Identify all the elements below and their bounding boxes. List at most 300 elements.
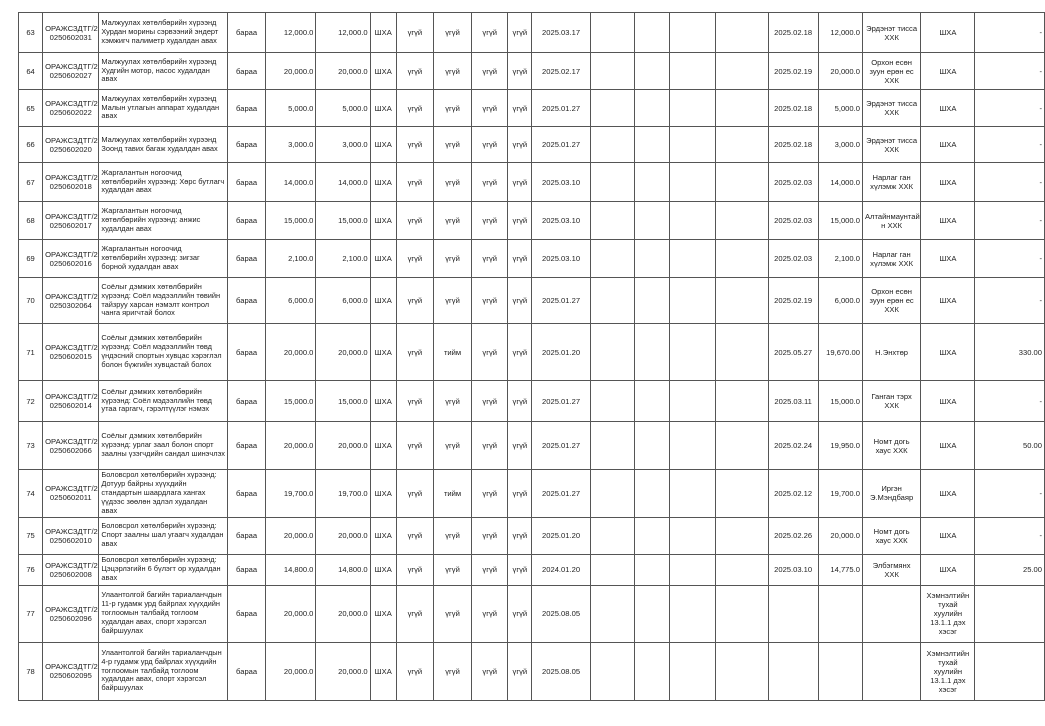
flag2-cell: үгүй: [433, 90, 471, 127]
difference-cell: -: [975, 53, 1045, 90]
description-cell: Улаантолгой багийн тариаланчдын 11-р гудамж урд байрлах хүүхдийн тоглоомын талбайд тоглоом худалдан авах, спорт хэрэгсэл байршуулах: [99, 585, 228, 642]
empty-cell: [670, 422, 716, 470]
empty-cell: [634, 163, 669, 202]
description-cell: Малжуулах хөтөлбөрийн хүрээнд Хурдан морины сэрвээний эндерт хэмжигч палиметр худалдан авах: [99, 13, 228, 53]
method2-cell: ШХА: [921, 240, 975, 278]
amount-cell: 19,700.0: [266, 470, 316, 518]
empty-cell: [590, 127, 634, 163]
type-cell: бараа: [228, 422, 266, 470]
supplier-cell: Нарлаг ган хүлэмж ХХК: [862, 163, 920, 202]
contract-date-cell: [768, 642, 818, 700]
flag3-cell: үгүй: [472, 517, 508, 554]
type-cell: бараа: [228, 324, 266, 381]
table-row: [19, 278, 1045, 324]
type-cell: бараа: [228, 278, 266, 324]
announce-date-cell: 2025.01.27: [532, 127, 590, 163]
plan-amount-cell: 6,000.0: [316, 278, 370, 324]
flag1-cell: үгүй: [396, 642, 433, 700]
flag3-cell: үгүй: [472, 278, 508, 324]
flag4-cell: үгүй: [508, 517, 532, 554]
amount-cell: 15,000.0: [266, 381, 316, 422]
table-row: [19, 642, 1045, 700]
table-row: [19, 202, 1045, 240]
announce-date-cell: 2025.01.27: [532, 278, 590, 324]
flag1-cell: үгүй: [396, 90, 433, 127]
flag3-cell: үгүй: [472, 240, 508, 278]
flag1-cell: үгүй: [396, 381, 433, 422]
method2-cell: ШХА: [921, 278, 975, 324]
difference-cell: -: [975, 381, 1045, 422]
empty-cell: [716, 240, 768, 278]
supplier-cell: Орхон есөн зуун ерөн ес ХХК: [862, 278, 920, 324]
contract-date-cell: 2025.02.24: [768, 422, 818, 470]
contract-amount-cell: [818, 585, 862, 642]
description-cell: Улаантолгой багийн тариаланчдын 4-р гудамж урд байрлах хүүхдийн тоглоомын талбайд тоглоом худалдан авах, спорт хэрэгсэл байршуулах: [99, 642, 228, 700]
row-number-cell: 69: [19, 240, 43, 278]
empty-cell: [634, 554, 669, 585]
empty-cell: [716, 90, 768, 127]
method-cell: ШХА: [370, 554, 396, 585]
empty-cell: [716, 470, 768, 518]
contract-amount-cell: 14,000.0: [818, 163, 862, 202]
supplier-cell: [862, 585, 920, 642]
plan-amount-cell: 5,000.0: [316, 90, 370, 127]
description-cell: Соёлыг дэмжих хөтөлбөрийн хүрээнд: Соёл мэдээллийн төвийн тайзруу харсан нэмэлт контрол чанга яригчтай болох: [99, 278, 228, 324]
contract-amount-cell: 12,000.0: [818, 13, 862, 53]
method2-cell: ШХА: [921, 324, 975, 381]
announce-date-cell: 2025.03.17: [532, 13, 590, 53]
amount-cell: 14,800.0: [266, 554, 316, 585]
empty-cell: [590, 202, 634, 240]
empty-cell: [716, 13, 768, 53]
plan-amount-cell: 20,000.0: [316, 517, 370, 554]
method-cell: ШХА: [370, 13, 396, 53]
empty-cell: [670, 202, 716, 240]
announce-date-cell: 2025.08.05: [532, 585, 590, 642]
plan-amount-cell: 20,000.0: [316, 324, 370, 381]
empty-cell: [670, 324, 716, 381]
method2-cell: ШХА: [921, 554, 975, 585]
type-cell: бараа: [228, 127, 266, 163]
empty-cell: [716, 163, 768, 202]
flag3-cell: үгүй: [472, 127, 508, 163]
method-cell: ШХА: [370, 53, 396, 90]
description-cell: Жаргалантын ногоочид хөтөлбөрийн хүрээнд: зигзаг борной худалдан авах: [99, 240, 228, 278]
type-cell: бараа: [228, 642, 266, 700]
flag1-cell: үгүй: [396, 127, 433, 163]
empty-cell: [670, 163, 716, 202]
amount-cell: 20,000.0: [266, 642, 316, 700]
announce-date-cell: 2025.01.20: [532, 324, 590, 381]
method2-cell: ШХА: [921, 517, 975, 554]
empty-cell: [670, 53, 716, 90]
flag2-cell: үгүй: [433, 163, 471, 202]
contract-date-cell: 2025.02.03: [768, 202, 818, 240]
difference-cell: -: [975, 470, 1045, 518]
empty-cell: [590, 381, 634, 422]
contract-date-cell: [768, 585, 818, 642]
method-cell: ШХА: [370, 90, 396, 127]
amount-cell: 5,000.0: [266, 90, 316, 127]
empty-cell: [590, 585, 634, 642]
method2-cell: Хэмнэлтийн тухай хуулийн 13.1.1 дэх хэсэг: [921, 585, 975, 642]
empty-cell: [670, 381, 716, 422]
announce-date-cell: 2025.01.27: [532, 422, 590, 470]
empty-cell: [590, 470, 634, 518]
contract-amount-cell: 19,950.0: [818, 422, 862, 470]
plan-amount-cell: 3,000.0: [316, 127, 370, 163]
description-cell: Малжуулах хөтөлбөрийн хүрээнд Зоонд тавих багаж худалдан авах: [99, 127, 228, 163]
contract-date-cell: 2025.03.11: [768, 381, 818, 422]
flag2-cell: үгүй: [433, 202, 471, 240]
supplier-cell: Элбэгмянх ХХК: [862, 554, 920, 585]
amount-cell: 3,000.0: [266, 127, 316, 163]
flag2-cell: үгүй: [433, 53, 471, 90]
difference-cell: 25.00: [975, 554, 1045, 585]
description-cell: Боловсрол хөтөлбөрийн хүрээнд: Цэцэрлэгийн 6 бүлэгт ор худалдан авах: [99, 554, 228, 585]
contract-date-cell: 2025.02.03: [768, 240, 818, 278]
plan-amount-cell: 2,100.0: [316, 240, 370, 278]
flag3-cell: үгүй: [472, 642, 508, 700]
row-number-cell: 75: [19, 517, 43, 554]
row-number-cell: 76: [19, 554, 43, 585]
code-cell: ОРАЖСЗДТГ/2 0250602011: [43, 470, 99, 518]
contract-amount-cell: 20,000.0: [818, 53, 862, 90]
contract-date-cell: 2025.02.26: [768, 517, 818, 554]
empty-cell: [634, 517, 669, 554]
type-cell: бараа: [228, 554, 266, 585]
code-cell: ОРАЖСЗДТГ/2 0250602066: [43, 422, 99, 470]
contract-amount-cell: 19,670.00: [818, 324, 862, 381]
flag3-cell: үгүй: [472, 13, 508, 53]
flag2-cell: үгүй: [433, 381, 471, 422]
flag2-cell: үгүй: [433, 517, 471, 554]
contract-amount-cell: 15,000.0: [818, 202, 862, 240]
empty-cell: [716, 53, 768, 90]
flag4-cell: үгүй: [508, 381, 532, 422]
description-cell: Соёлыг дэмжих хөтөлбөрийн хүрээнд: Соёл мэдээллийн төвд утаа гаргагч, гэрэлтүүлэг нэмэх: [99, 381, 228, 422]
flag2-cell: үгүй: [433, 642, 471, 700]
contract-date-cell: 2025.02.18: [768, 90, 818, 127]
code-cell: ОРАЖСЗДТГ/2 0250602018: [43, 163, 99, 202]
difference-cell: [975, 585, 1045, 642]
description-cell: Малжуулах хөтөлбөрийн хүрээнд Худгийн мотор, насос худалдан авах: [99, 53, 228, 90]
table-row: [19, 585, 1045, 642]
code-cell: ОРАЖСЗДТГ/2 0250602014: [43, 381, 99, 422]
contract-amount-cell: 19,700.0: [818, 470, 862, 518]
contract-date-cell: 2025.02.19: [768, 278, 818, 324]
type-cell: бараа: [228, 517, 266, 554]
supplier-cell: Эрдэнэт тисса ХХК: [862, 90, 920, 127]
table-row: [19, 53, 1045, 90]
flag3-cell: үгүй: [472, 53, 508, 90]
amount-cell: 20,000.0: [266, 517, 316, 554]
row-number-cell: 73: [19, 422, 43, 470]
method-cell: ШХА: [370, 202, 396, 240]
row-number-cell: 63: [19, 13, 43, 53]
flag4-cell: үгүй: [508, 163, 532, 202]
flag1-cell: үгүй: [396, 163, 433, 202]
method-cell: ШХА: [370, 163, 396, 202]
amount-cell: 6,000.0: [266, 278, 316, 324]
supplier-cell: Иргэн Э.Мэндбаяр: [862, 470, 920, 518]
plan-amount-cell: 15,000.0: [316, 381, 370, 422]
method2-cell: ШХА: [921, 53, 975, 90]
empty-cell: [634, 470, 669, 518]
announce-date-cell: 2025.01.20: [532, 517, 590, 554]
flag2-cell: үгүй: [433, 278, 471, 324]
row-number-cell: 64: [19, 53, 43, 90]
empty-cell: [634, 127, 669, 163]
plan-amount-cell: 20,000.0: [316, 422, 370, 470]
contract-amount-cell: 15,000.0: [818, 381, 862, 422]
method-cell: ШХА: [370, 324, 396, 381]
difference-cell: -: [975, 202, 1045, 240]
flag1-cell: үгүй: [396, 517, 433, 554]
empty-cell: [716, 422, 768, 470]
empty-cell: [670, 554, 716, 585]
difference-cell: 330.00: [975, 324, 1045, 381]
flag3-cell: үгүй: [472, 90, 508, 127]
empty-cell: [670, 470, 716, 518]
table-row: [19, 163, 1045, 202]
flag2-cell: үгүй: [433, 422, 471, 470]
flag2-cell: тийм: [433, 324, 471, 381]
description-cell: Соёлыг дэмжих хөтөлбөрийн хүрээнд: Соёл мэдээллийн төвд үндэсний спортын хувцас хэрэглэл болон бүжгийн хувцастай болох: [99, 324, 228, 381]
empty-cell: [634, 53, 669, 90]
empty-cell: [716, 278, 768, 324]
flag1-cell: үгүй: [396, 53, 433, 90]
empty-cell: [590, 554, 634, 585]
empty-cell: [670, 517, 716, 554]
table-row: [19, 381, 1045, 422]
method2-cell: ШХА: [921, 202, 975, 240]
flag4-cell: үгүй: [508, 127, 532, 163]
contract-amount-cell: 6,000.0: [818, 278, 862, 324]
flag4-cell: үгүй: [508, 202, 532, 240]
flag1-cell: үгүй: [396, 554, 433, 585]
empty-cell: [670, 13, 716, 53]
code-cell: ОРАЖСЗДТГ/2 0250602017: [43, 202, 99, 240]
supplier-cell: Нарлаг ган хүлэмж ХХК: [862, 240, 920, 278]
row-number-cell: 77: [19, 585, 43, 642]
table-row: [19, 127, 1045, 163]
flag3-cell: үгүй: [472, 163, 508, 202]
empty-cell: [634, 324, 669, 381]
method-cell: ШХА: [370, 585, 396, 642]
method2-cell: ШХА: [921, 470, 975, 518]
empty-cell: [634, 642, 669, 700]
flag4-cell: үгүй: [508, 324, 532, 381]
amount-cell: 12,000.0: [266, 13, 316, 53]
method2-cell: Хэмнэлтийн тухай хуулийн 13.1.1 дэх хэсэг: [921, 642, 975, 700]
flag1-cell: үгүй: [396, 202, 433, 240]
type-cell: бараа: [228, 585, 266, 642]
amount-cell: 20,000.0: [266, 53, 316, 90]
flag3-cell: үгүй: [472, 202, 508, 240]
announce-date-cell: 2025.03.10: [532, 202, 590, 240]
code-cell: ОРАЖСЗДТГ/2 0250602015: [43, 324, 99, 381]
type-cell: бараа: [228, 202, 266, 240]
empty-cell: [634, 13, 669, 53]
announce-date-cell: 2025.01.27: [532, 381, 590, 422]
contract-date-cell: 2025.02.03: [768, 163, 818, 202]
supplier-cell: Алтайнмаунтай н ХХК: [862, 202, 920, 240]
contract-date-cell: 2025.02.12: [768, 470, 818, 518]
empty-cell: [590, 642, 634, 700]
announce-date-cell: 2025.03.10: [532, 240, 590, 278]
flag3-cell: үгүй: [472, 585, 508, 642]
plan-amount-cell: 20,000.0: [316, 642, 370, 700]
difference-cell: -: [975, 163, 1045, 202]
flag2-cell: үгүй: [433, 240, 471, 278]
row-number-cell: 68: [19, 202, 43, 240]
empty-cell: [716, 642, 768, 700]
flag2-cell: үгүй: [433, 585, 471, 642]
flag2-cell: үгүй: [433, 127, 471, 163]
announce-date-cell: 2025.01.27: [532, 470, 590, 518]
contract-amount-cell: 20,000.0: [818, 517, 862, 554]
empty-cell: [590, 90, 634, 127]
empty-cell: [670, 240, 716, 278]
empty-cell: [716, 554, 768, 585]
method-cell: ШХА: [370, 278, 396, 324]
difference-cell: -: [975, 240, 1045, 278]
row-number-cell: 67: [19, 163, 43, 202]
flag2-cell: тийм: [433, 470, 471, 518]
description-cell: Боловсрол хөтөлбөрийн хүрээнд: Дотуур байрны хүүхдийн стандартын шаардлага хангах үүдээс зөөлөн эдлэл худалдан авах: [99, 470, 228, 518]
empty-cell: [590, 422, 634, 470]
row-number-cell: 71: [19, 324, 43, 381]
description-cell: Боловсрол хөтөлбөрийн хүрээнд: Спорт заалны шал угаагч худалдан авах: [99, 517, 228, 554]
row-number-cell: 78: [19, 642, 43, 700]
method-cell: ШХА: [370, 240, 396, 278]
contract-amount-cell: 5,000.0: [818, 90, 862, 127]
description-cell: Жаргалантын ногоочид хөтөлбөрийн хүрээнд: анжис худалдан авах: [99, 202, 228, 240]
empty-cell: [670, 585, 716, 642]
flag4-cell: үгүй: [508, 422, 532, 470]
contract-amount-cell: 14,775.0: [818, 554, 862, 585]
table-row: [19, 554, 1045, 585]
announce-date-cell: 2025.08.05: [532, 642, 590, 700]
difference-cell: -: [975, 90, 1045, 127]
contract-amount-cell: 2,100.0: [818, 240, 862, 278]
empty-cell: [670, 127, 716, 163]
flag3-cell: үгүй: [472, 470, 508, 518]
table-row: [19, 90, 1045, 127]
empty-cell: [590, 13, 634, 53]
table-row: [19, 324, 1045, 381]
flag1-cell: үгүй: [396, 278, 433, 324]
method2-cell: ШХА: [921, 127, 975, 163]
plan-amount-cell: 14,000.0: [316, 163, 370, 202]
method2-cell: ШХА: [921, 381, 975, 422]
announce-date-cell: 2025.01.27: [532, 90, 590, 127]
supplier-cell: Эрдэнэт тисса ХХК: [862, 127, 920, 163]
method-cell: ШХА: [370, 381, 396, 422]
code-cell: ОРАЖСЗДТГ/2 0250602031: [43, 13, 99, 53]
announce-date-cell: 2024.01.20: [532, 554, 590, 585]
contract-date-cell: 2025.03.10: [768, 554, 818, 585]
description-cell: Малжуулах хөтөлбөрийн хүрээнд Малын утлагын аппарат худалдан авах: [99, 90, 228, 127]
method2-cell: ШХА: [921, 422, 975, 470]
empty-cell: [670, 278, 716, 324]
empty-cell: [634, 202, 669, 240]
table-row: [19, 13, 1045, 53]
row-number-cell: 65: [19, 90, 43, 127]
row-number-cell: 70: [19, 278, 43, 324]
empty-cell: [590, 163, 634, 202]
flag3-cell: үгүй: [472, 324, 508, 381]
method-cell: ШХА: [370, 127, 396, 163]
code-cell: ОРАЖСЗДТГ/2 0250602095: [43, 642, 99, 700]
supplier-cell: Номт догь хаус ХХК: [862, 422, 920, 470]
code-cell: ОРАЖСЗДТГ/2 0250602020: [43, 127, 99, 163]
empty-cell: [590, 278, 634, 324]
type-cell: бараа: [228, 240, 266, 278]
difference-cell: -: [975, 278, 1045, 324]
difference-cell: [975, 642, 1045, 700]
difference-cell: -: [975, 13, 1045, 53]
empty-cell: [634, 90, 669, 127]
type-cell: бараа: [228, 470, 266, 518]
table-row: [19, 240, 1045, 278]
contract-amount-cell: 3,000.0: [818, 127, 862, 163]
method2-cell: ШХА: [921, 163, 975, 202]
code-cell: ОРАЖСЗДТГ/2 0250602010: [43, 517, 99, 554]
row-number-cell: 72: [19, 381, 43, 422]
contract-date-cell: 2025.05.27: [768, 324, 818, 381]
empty-cell: [634, 585, 669, 642]
plan-amount-cell: 12,000.0: [316, 13, 370, 53]
amount-cell: 20,000.0: [266, 324, 316, 381]
plan-amount-cell: 15,000.0: [316, 202, 370, 240]
empty-cell: [716, 324, 768, 381]
contract-date-cell: 2025.02.19: [768, 53, 818, 90]
empty-cell: [590, 240, 634, 278]
description-cell: Соёлыг дэмжих хөтөлбөрийн хүрээнд: урлаг заал болон спорт заалны үзэгчдийн сандал шинэчлэх: [99, 422, 228, 470]
method-cell: ШХА: [370, 642, 396, 700]
difference-cell: -: [975, 127, 1045, 163]
table-row: [19, 422, 1045, 470]
code-cell: ОРАЖСЗДТГ/2 0250302064: [43, 278, 99, 324]
difference-cell: 50.00: [975, 422, 1045, 470]
supplier-cell: Н.Энхтөр: [862, 324, 920, 381]
description-cell: Жаргалантын ногоочид хөтөлбөрийн хүрээнд: Хөрс бутлагч худалдан авах: [99, 163, 228, 202]
flag1-cell: үгүй: [396, 13, 433, 53]
type-cell: бараа: [228, 13, 266, 53]
flag3-cell: үгүй: [472, 422, 508, 470]
empty-cell: [634, 381, 669, 422]
flag2-cell: үгүй: [433, 554, 471, 585]
type-cell: бараа: [228, 163, 266, 202]
empty-cell: [590, 324, 634, 381]
type-cell: бараа: [228, 90, 266, 127]
announce-date-cell: 2025.03.10: [532, 163, 590, 202]
flag4-cell: үгүй: [508, 642, 532, 700]
plan-amount-cell: 14,800.0: [316, 554, 370, 585]
empty-cell: [634, 422, 669, 470]
flag4-cell: үгүй: [508, 90, 532, 127]
method-cell: ШХА: [370, 422, 396, 470]
amount-cell: 15,000.0: [266, 202, 316, 240]
supplier-cell: Ганган тэрх ХХК: [862, 381, 920, 422]
flag4-cell: үгүй: [508, 585, 532, 642]
empty-cell: [716, 127, 768, 163]
code-cell: ОРАЖСЗДТГ/2 0250602022: [43, 90, 99, 127]
empty-cell: [670, 90, 716, 127]
flag4-cell: үгүй: [508, 240, 532, 278]
